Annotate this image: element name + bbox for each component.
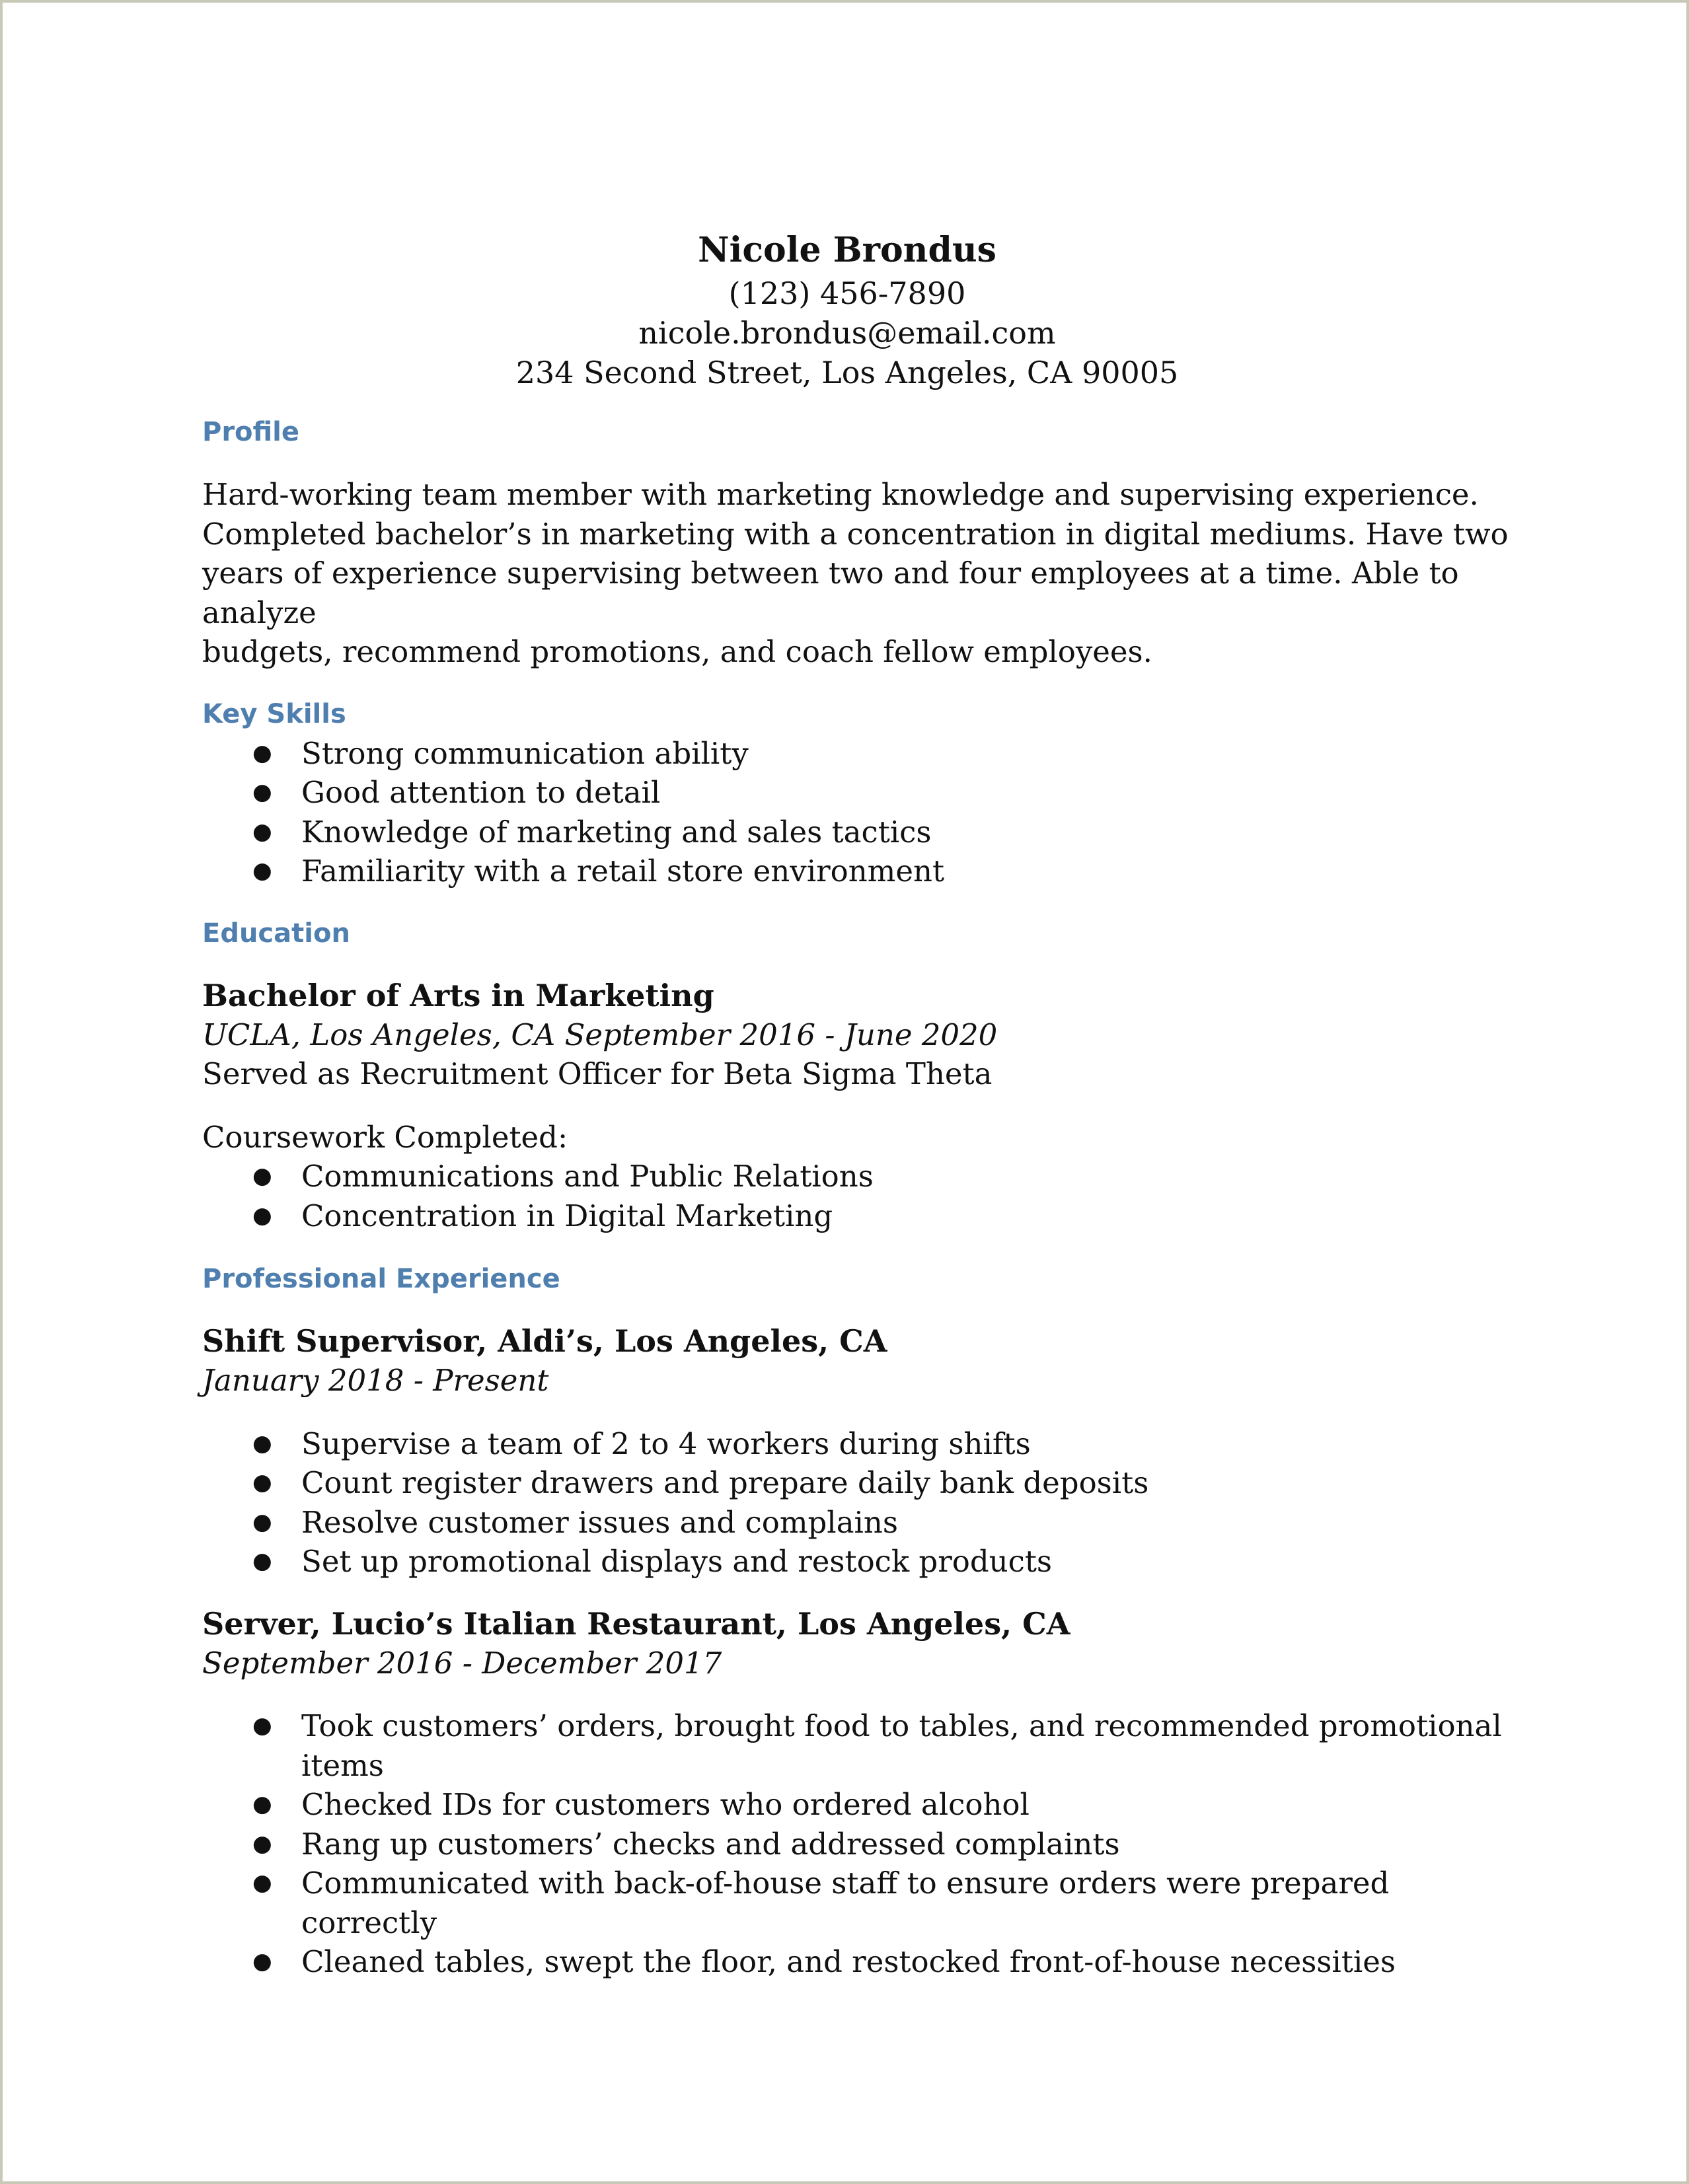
bullet-icon: ● <box>252 1548 272 1574</box>
email-address: nicole.brondus@email.com <box>638 315 1056 351</box>
job-title: Server, Lucio’s Italian Restaurant, Los Angeles, CA <box>202 1605 1070 1642</box>
list-item: ● Familiarity with a retail store environment <box>202 852 1524 891</box>
list-item: ● Set up promotional displays and restock products <box>202 1542 1524 1582</box>
bullet-icon: ● <box>252 779 272 805</box>
street-address: 234 Second Street, Los Angeles, CA 90005 <box>515 355 1179 390</box>
experience-heading: Professional Experience <box>202 1264 560 1294</box>
bullet-icon: ● <box>252 1948 272 1975</box>
job-entry <box>202 1604 1524 1982</box>
job-duties-list <box>202 1706 1524 1982</box>
bullet-icon: ● <box>252 1870 272 1896</box>
list-item: ● Communications and Public Relations <box>202 1157 1524 1196</box>
list-item: ● Supervise a team of 2 to 4 workers during shifts <box>202 1424 1524 1464</box>
education-heading: Education <box>202 918 350 949</box>
profile-summary <box>202 475 1524 672</box>
bullet-icon: ● <box>252 1508 272 1535</box>
coursework-list <box>202 1157 1524 1235</box>
school-and-dates: UCLA, Los Angeles, CA September 2016 - June 2020 <box>202 1017 998 1052</box>
list-item: ● Knowledge of marketing and sales tactics <box>202 813 1524 852</box>
list-item: ● Communicated with back-of-house staff to ensure orders were prepared correctly <box>202 1864 1524 1942</box>
coursework-label: Coursework Completed: <box>202 1119 568 1155</box>
resume-header <box>3 227 1689 392</box>
list-item: ● Rang up customers’ checks and addressed complaints <box>202 1825 1524 1864</box>
profile-line: budgets, recommend promotions, and coach fellow employees. <box>202 634 1152 669</box>
profile-line: years of experience supervising between two and four employees at a time. Able to analyze <box>202 556 1459 630</box>
list-item: ● Took customers’ orders, brought food to tables, and recommended promotional items <box>202 1706 1524 1785</box>
list-item: ● Count register drawers and prepare daily bank deposits <box>202 1463 1524 1503</box>
job-dates: September 2016 - December 2017 <box>202 1645 722 1681</box>
bullet-icon: ● <box>252 1712 272 1739</box>
bullet-icon: ● <box>252 1430 272 1457</box>
job-title: Shift Supervisor, Aldi’s, Los Angeles, CA <box>202 1323 887 1359</box>
phone-number: (123) 456-7890 <box>728 275 966 311</box>
profile-line: Completed bachelor’s in marketing with a concentration in digital mediums. Have two <box>202 516 1509 552</box>
bullet-icon: ● <box>252 1163 272 1189</box>
bullet-icon: ● <box>252 857 272 884</box>
candidate-name: Nicole Brondus <box>698 230 996 270</box>
job-dates: January 2018 - Present <box>202 1363 549 1398</box>
degree-title: Bachelor of Arts in Marketing <box>202 977 714 1013</box>
key-skills-list <box>202 734 1524 891</box>
job-duties-list <box>202 1424 1524 1582</box>
list-item: ● Resolve customer issues and complains <box>202 1503 1524 1543</box>
list-item: ● Concentration in Digital Marketing <box>202 1196 1524 1236</box>
list-item: ● Checked IDs for customers who ordered alcohol <box>202 1785 1524 1825</box>
list-item: ● Good attention to detail <box>202 773 1524 813</box>
list-item: ● Strong communication ability <box>202 734 1524 774</box>
bullet-icon: ● <box>252 1202 272 1229</box>
job-entry <box>202 1321 1524 1582</box>
bullet-icon: ● <box>252 739 272 766</box>
key-skills-heading: Key Skills <box>202 698 346 729</box>
bullet-icon: ● <box>252 1469 272 1496</box>
profile-line: Hard-working team member with marketing knowledge and supervising experience. <box>202 477 1479 512</box>
bullet-icon: ● <box>252 1830 272 1857</box>
resume-body <box>202 412 1524 1982</box>
profile-heading: Profile <box>202 417 300 447</box>
bullet-icon: ● <box>252 818 272 845</box>
list-item: ● Cleaned tables, swept the floor, and restocked front-of-house necessities <box>202 1942 1524 1982</box>
education-note: Served as Recruitment Officer for Beta Sigma Theta <box>202 1056 993 1091</box>
bullet-icon: ● <box>252 1791 272 1817</box>
